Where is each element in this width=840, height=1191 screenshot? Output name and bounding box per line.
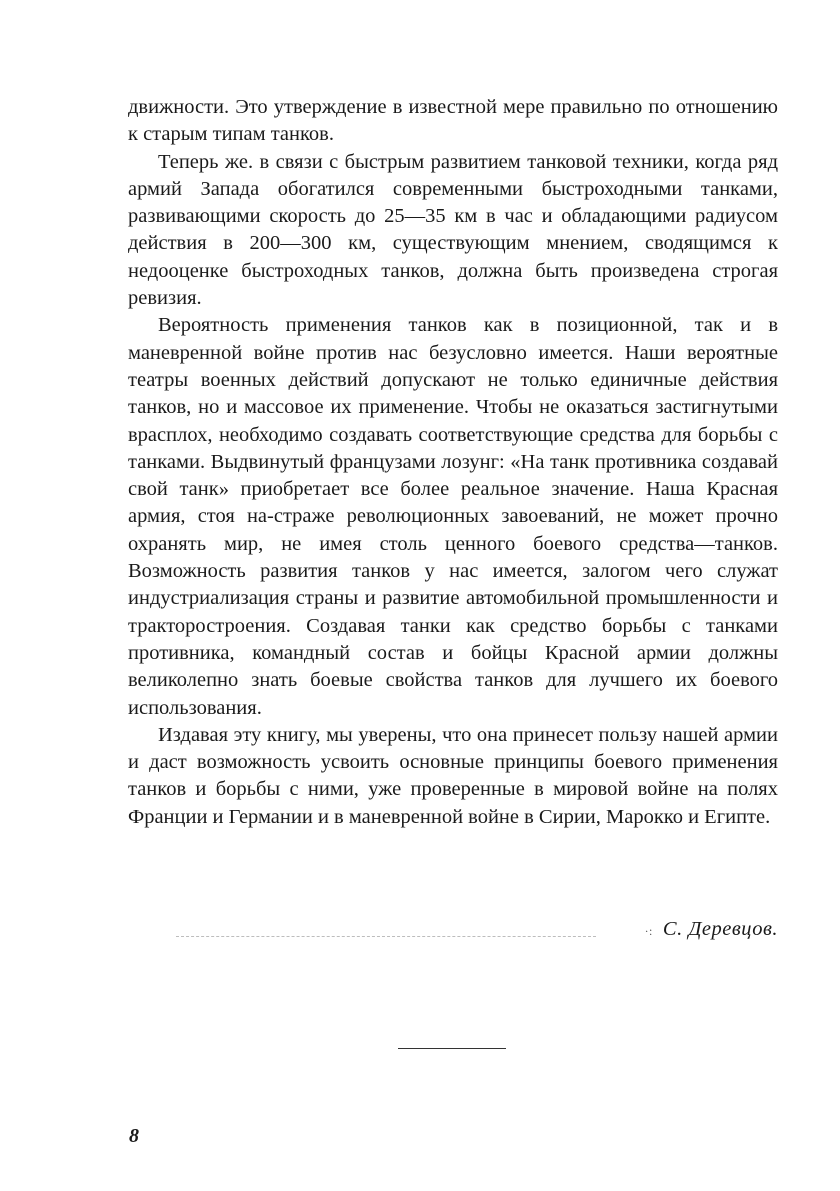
paragraph-2: Теперь же. в связи с быстрым развитием танковой техники, когда ряд армий Запада обогатился современными быстроходными танками, развивающими скорость до 25—35 км в час и обладающими радиусом действия в 200—300 км, существующим мнением, сводящимся к недооценке быстроходных танков, должна быть произведена строгая ревизия. [128, 150, 778, 310]
paragraph-3: Вероятность применения танков как в позиционной, так и в маневренной войне против нас безусловно имеется. Наши вероятные театры военных действий допускают не только единичные действия танков, но и массовое их применение. Чтобы не оказаться застигнутыми врасплох, необходимо создавать соответствующие средства для борьбы с танками. Выдвинутый французами лозунг: «На танк противника создавай свой танк» приобретает все более реальное значение. Наша Красная армия, стоя на-страже революционных завоеваний, не может прочно охранять мир, не имея столь ценного боевого средства—танков. Возможность развития танков у нас имеется, залогом чего служат индустриализация страны и развитие автомобильной промышленности и тракторостроения. Создавая танки как средство борьбы с танками противника, командный состав и бойцы Красной армии должны великолепно знать боевые свойства танков для лучшего их боевого использования. [128, 314, 778, 719]
section-end-rule [398, 1048, 506, 1049]
page-number: 8 [129, 1125, 139, 1147]
body-text [128, 94, 778, 831]
author-signature [645, 916, 778, 945]
paragraph-1: движности. Это утверждение в известной мере правильно по отношению к старым типам танков. [128, 96, 778, 146]
signature-text: С. Деревцов. [662, 918, 778, 940]
faint-dashed-line [176, 936, 596, 939]
signature-row [128, 916, 778, 946]
paragraph-4: Издавая эту книгу, мы уверены, что она принесет пользу нашей армии и даст возможность усвоить основные принципы боевого применения танков и борьбы с ними, уже проверенные в мировой войне на полях Франции и Германии и в маневренной войне в Сирии, Марокко и Египте. [128, 723, 778, 828]
signature-dot-mark: ·: [644, 924, 653, 938]
